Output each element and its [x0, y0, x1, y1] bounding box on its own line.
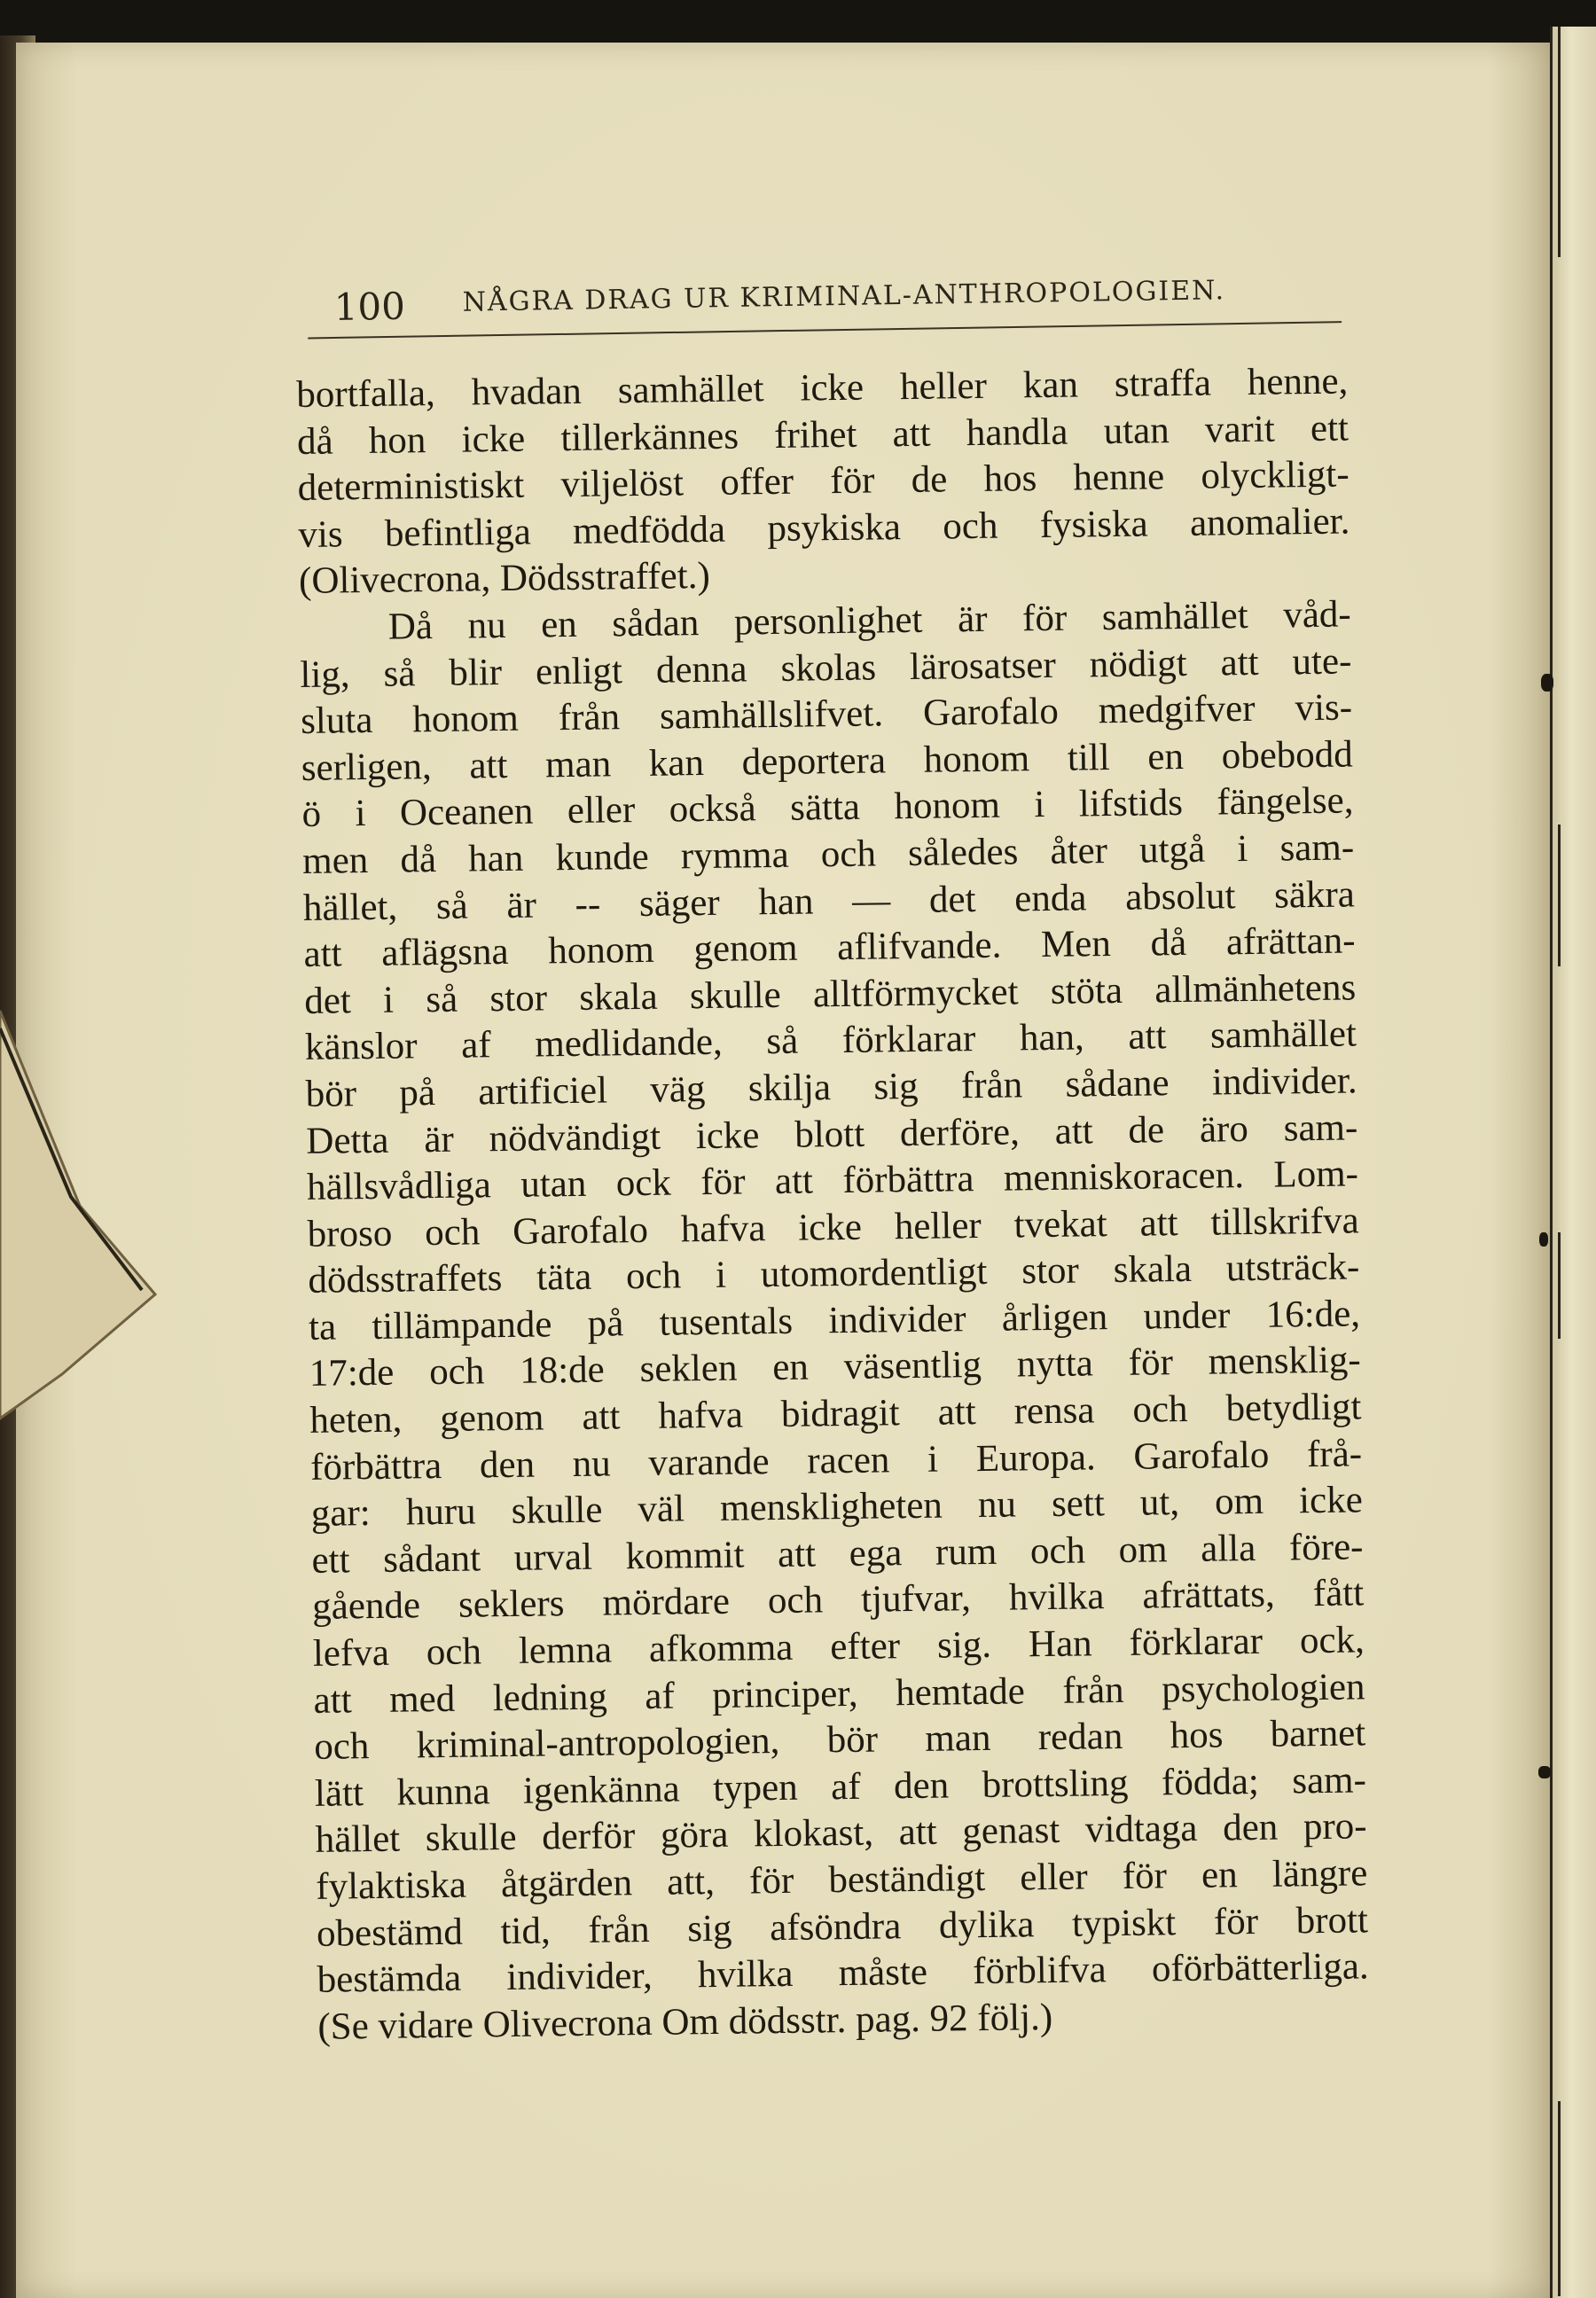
text-line: förbättra den nu varande racen i Europa. Garofalo frå- [309, 1433, 1363, 1489]
text-line: bortfalla, hvadan samhället icke heller kan straffa henne, [296, 360, 1349, 416]
text-line: gar: huru skulle väl menskligheten nu sett ut, om icke [310, 1479, 1364, 1536]
text-line: det i så stor skala skulle alltförmycket stöta allmänhetens [303, 966, 1357, 1022]
text-line: ett sådant urval kommit att ega rum och om alla före- [311, 1526, 1364, 1582]
text-line: ö i Oceanen eller också sätta honom i lifstids fängelse, [301, 779, 1354, 836]
text-line: vis befintliga medfödda psykiska och fysiska anomalier. [298, 500, 1350, 556]
text-line: serligen, att man kan deportera honom till en obebodd [301, 733, 1354, 789]
text-line: men då han kunde rymma och således åter utgå i sam- [301, 826, 1355, 882]
text-line: hället skulle derför göra klokast, att genast vidtaga den pro- [315, 1805, 1367, 1862]
text-line: att med ledning af principer, hemtade från psychologien [313, 1665, 1365, 1722]
margin-speck [1539, 1232, 1548, 1247]
page-stack-edge [1550, 27, 1596, 2298]
text-line: lätt kunna igenkänna typen af den brottsling födda; sam- [314, 1759, 1367, 1815]
body-text [296, 358, 1370, 2051]
text-line: (Olivecrona, Dödsstraffet.) [298, 555, 711, 603]
running-title: NÅGRA DRAG UR KRIMINAL-ANTHROPOLOGIEN. [462, 275, 1226, 318]
text-line: känslor af medlidande, så förklarar han, att samhället [304, 1012, 1357, 1069]
text-line: deterministiskt viljelöst offer för de hos henne olyckligt- [297, 453, 1350, 510]
margin-speck [1541, 674, 1553, 692]
running-header [333, 250, 1354, 337]
text-line: fylaktiska åtgärden att, för beständigt eller för en längre [316, 1852, 1368, 1908]
text-line: ta tillämpande på tusentals individer årligen under 16:de, [308, 1293, 1361, 1348]
text-line: då hon icke tillerkännes frihet att handla utan varit ett [296, 407, 1350, 463]
text-line: lig, så blir enligt denna skolas lärosatser nödigt att ute- [300, 640, 1352, 696]
text-line: hället, så är -- säger han — det enda absolut säkra [302, 872, 1356, 929]
text-line: broso och Garofalo hafva icke heller tvekat att tillskrifva [307, 1200, 1359, 1255]
text-line: bestämda individer, hvilka måste förblifva oförbätterliga. [317, 1945, 1369, 2002]
text-line: obestämd tid, från sig afsöndra dylika typiskt för brott [316, 1898, 1369, 1955]
text-line: Då nu en sådan personlighet är för samhället våd- [387, 593, 1351, 648]
text-line: och kriminal-antropologien, bör man redan hos barnet [313, 1712, 1366, 1769]
text-line: dödsstraffets täta och i utomordentligt stor skala utsträck- [308, 1246, 1360, 1302]
text-line: heten, genom att hafva bidragit att rensa och betydligt [309, 1386, 1362, 1442]
text-line: hällsvådliga utan ock för att förbättra menniskoracen. Lom- [306, 1153, 1359, 1209]
text-line: (Se vidare Olivecrona Om dödsstr. pag. 92 följ.) [317, 1996, 1053, 2048]
page-number: 100 [333, 284, 406, 329]
text-line: bör på artificiel väg skilja sig från sådane individer. [305, 1059, 1357, 1115]
text-line: att aflägsna honom genom aflifvande. Men då afrättan- [303, 919, 1356, 976]
text-line: gående seklers mördare och tjufvar, hvilka afrättats, fått [311, 1572, 1365, 1629]
text-line: sluta honom från samhällslifvet. Garofalo medgifver vis- [300, 686, 1353, 743]
text-line: Detta är nödvändigt icke blott derföre, att de äro sam- [306, 1106, 1358, 1162]
margin-speck [1538, 1766, 1551, 1778]
text-line: 17:de och 18:de seklen en väsentlig nytta för mensklig- [309, 1339, 1361, 1395]
text-line: lefva och lemna afkomma efter sig. Han förklarar ock, [312, 1619, 1365, 1675]
